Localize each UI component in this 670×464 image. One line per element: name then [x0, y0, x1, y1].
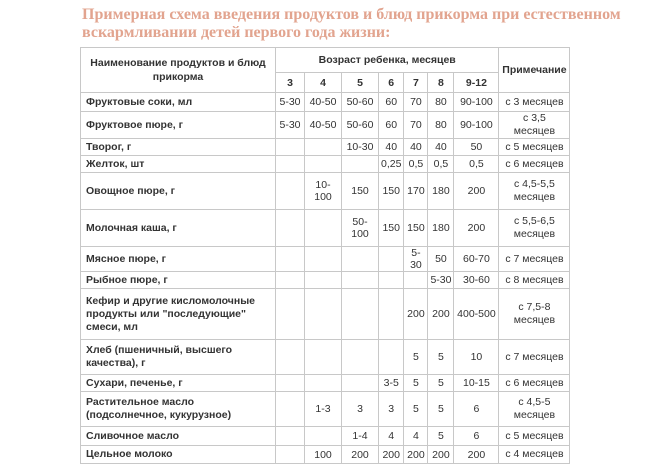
- amount-cell: 200: [454, 210, 499, 247]
- amount-cell: 60: [379, 112, 404, 139]
- page-title: Примерная схема введения продуктов и блюд прикорма при естественном вскармливании детей первого года жизни:: [82, 6, 621, 41]
- product-name-cell: Желток, шт: [81, 156, 276, 173]
- amount-cell: 5-30: [404, 247, 428, 272]
- note-cell: с 6 месяцев: [499, 375, 570, 392]
- amount-cell: 6: [454, 427, 499, 446]
- amount-cell: [305, 340, 342, 375]
- amount-cell: [305, 210, 342, 247]
- amount-cell: [305, 156, 342, 173]
- note-cell: с 5 месяцев: [499, 139, 570, 156]
- amount-cell: 5: [428, 427, 454, 446]
- table-row: [81, 340, 570, 375]
- amount-cell: 1-4: [342, 427, 379, 446]
- amount-cell: 200: [379, 446, 404, 464]
- amount-cell: 5-30: [428, 272, 454, 289]
- amount-cell: 0,5: [428, 156, 454, 173]
- amount-cell: [276, 156, 305, 173]
- amount-cell: 180: [428, 173, 454, 210]
- note-cell: с 5,5-6,5 месяцев: [499, 210, 570, 247]
- amount-cell: 0,25: [379, 156, 404, 173]
- header-month: 5: [342, 73, 379, 93]
- header-month: 3: [276, 73, 305, 93]
- amount-cell: [276, 139, 305, 156]
- amount-cell: [276, 446, 305, 464]
- note-cell: с 7,5-8 месяцев: [499, 289, 570, 340]
- header-month: 4: [305, 73, 342, 93]
- feeding-schedule-table: [80, 47, 570, 464]
- amount-cell: 50-60: [342, 112, 379, 139]
- amount-cell: 5: [428, 392, 454, 427]
- amount-cell: [379, 289, 404, 340]
- table-row: [81, 210, 570, 247]
- product-name-cell: Фруктовое пюре, г: [81, 112, 276, 139]
- amount-cell: [276, 392, 305, 427]
- table-row: [81, 272, 570, 289]
- note-cell: с 5 месяцев: [499, 427, 570, 446]
- amount-cell: 200: [454, 446, 499, 464]
- table-row: [81, 139, 570, 156]
- table-row: [81, 112, 570, 139]
- header-note: Примечание: [499, 48, 570, 93]
- amount-cell: 150: [404, 210, 428, 247]
- table-row: [81, 392, 570, 427]
- amount-cell: 50: [428, 247, 454, 272]
- note-cell: с 6 месяцев: [499, 156, 570, 173]
- amount-cell: [276, 289, 305, 340]
- amount-cell: 70: [404, 93, 428, 112]
- amount-cell: 90-100: [454, 112, 499, 139]
- product-name-cell: Молочная каша, г: [81, 210, 276, 247]
- amount-cell: [342, 340, 379, 375]
- amount-cell: 80: [428, 112, 454, 139]
- amount-cell: 4: [404, 427, 428, 446]
- header-month: 9-12: [454, 73, 499, 93]
- amount-cell: [342, 247, 379, 272]
- amount-cell: 200: [428, 446, 454, 464]
- table-row: [81, 446, 570, 464]
- amount-cell: [342, 375, 379, 392]
- table-body: [81, 93, 570, 464]
- amount-cell: [379, 247, 404, 272]
- amount-cell: 5: [404, 375, 428, 392]
- table-row: [81, 289, 570, 340]
- amount-cell: [404, 272, 428, 289]
- note-cell: с 8 месяцев: [499, 272, 570, 289]
- amount-cell: 60-70: [454, 247, 499, 272]
- header-row-top: [81, 48, 570, 73]
- note-cell: с 4 месяцев: [499, 446, 570, 464]
- amount-cell: [342, 156, 379, 173]
- amount-cell: [305, 375, 342, 392]
- amount-cell: [379, 340, 404, 375]
- note-cell: с 4,5-5,5 месяцев: [499, 173, 570, 210]
- amount-cell: 90-100: [454, 93, 499, 112]
- amount-cell: [342, 272, 379, 289]
- amount-cell: [276, 375, 305, 392]
- product-name-cell: Рыбное пюре, г: [81, 272, 276, 289]
- amount-cell: 1-3: [305, 392, 342, 427]
- amount-cell: [276, 272, 305, 289]
- amount-cell: [305, 427, 342, 446]
- amount-cell: 3: [379, 392, 404, 427]
- amount-cell: 150: [379, 210, 404, 247]
- amount-cell: [276, 210, 305, 247]
- amount-cell: 0,5: [454, 156, 499, 173]
- product-name-cell: Овощное пюре, г: [81, 173, 276, 210]
- amount-cell: 10-30: [342, 139, 379, 156]
- table-row: [81, 173, 570, 210]
- table-row: [81, 247, 570, 272]
- amount-cell: 5: [428, 340, 454, 375]
- amount-cell: [276, 340, 305, 375]
- amount-cell: 30-60: [454, 272, 499, 289]
- amount-cell: [305, 139, 342, 156]
- amount-cell: 200: [404, 289, 428, 340]
- note-cell: с 4,5-5 месяцев: [499, 392, 570, 427]
- amount-cell: 100: [305, 446, 342, 464]
- product-name-cell: Цельное молоко: [81, 446, 276, 464]
- note-cell: с 3 месяцев: [499, 93, 570, 112]
- amount-cell: 150: [342, 173, 379, 210]
- amount-cell: [305, 272, 342, 289]
- amount-cell: 50-60: [342, 93, 379, 112]
- amount-cell: 5: [404, 340, 428, 375]
- amount-cell: [276, 427, 305, 446]
- amount-cell: [342, 289, 379, 340]
- amount-cell: 5-30: [276, 112, 305, 139]
- header-month: 6: [379, 73, 404, 93]
- amount-cell: 3-5: [379, 375, 404, 392]
- amount-cell: [276, 247, 305, 272]
- amount-cell: 180: [428, 210, 454, 247]
- amount-cell: 200: [342, 446, 379, 464]
- amount-cell: 3: [342, 392, 379, 427]
- amount-cell: 50-100: [342, 210, 379, 247]
- amount-cell: 10-15: [454, 375, 499, 392]
- amount-cell: 10: [454, 340, 499, 375]
- amount-cell: 200: [428, 289, 454, 340]
- header-month: 8: [428, 73, 454, 93]
- amount-cell: [276, 173, 305, 210]
- header-product-name: Наименование продуктов и блюд прикорма: [81, 48, 276, 93]
- product-name-cell: Мясное пюре, г: [81, 247, 276, 272]
- note-cell: с 7 месяцев: [499, 340, 570, 375]
- amount-cell: 150: [379, 173, 404, 210]
- header-month: 7: [404, 73, 428, 93]
- amount-cell: [379, 272, 404, 289]
- product-name-cell: Кефир и другие кисломолочные продукты или "последующие" смеси, мл: [81, 289, 276, 340]
- amount-cell: 6: [454, 392, 499, 427]
- product-name-cell: Сливочное масло: [81, 427, 276, 446]
- amount-cell: 0,5: [404, 156, 428, 173]
- amount-cell: 40: [379, 139, 404, 156]
- table-row: [81, 156, 570, 173]
- table-row: [81, 427, 570, 446]
- amount-cell: 170: [404, 173, 428, 210]
- amount-cell: 400-500: [454, 289, 499, 340]
- amount-cell: 5: [404, 392, 428, 427]
- product-name-cell: Сухари, печенье, г: [81, 375, 276, 392]
- amount-cell: 5-30: [276, 93, 305, 112]
- amount-cell: 4: [379, 427, 404, 446]
- amount-cell: 40-50: [305, 112, 342, 139]
- amount-cell: 40: [428, 139, 454, 156]
- amount-cell: 200: [454, 173, 499, 210]
- amount-cell: 40-50: [305, 93, 342, 112]
- note-cell: с 3,5 месяцев: [499, 112, 570, 139]
- product-name-cell: Растительное масло (подсолнечное, кукурузное): [81, 392, 276, 427]
- table-row: [81, 375, 570, 392]
- amount-cell: 70: [404, 112, 428, 139]
- note-cell: с 7 месяцев: [499, 247, 570, 272]
- amount-cell: 40: [404, 139, 428, 156]
- amount-cell: 5: [428, 375, 454, 392]
- amount-cell: 200: [404, 446, 428, 464]
- product-name-cell: Творог, г: [81, 139, 276, 156]
- feeding-schedule-table-container: [80, 47, 570, 464]
- amount-cell: 10-100: [305, 173, 342, 210]
- product-name-cell: Хлеб (пшеничный, высшего качества), г: [81, 340, 276, 375]
- header-age: Возраст ребенка, месяцев: [276, 48, 499, 73]
- table-row: [81, 93, 570, 112]
- product-name-cell: Фруктовые соки, мл: [81, 93, 276, 112]
- amount-cell: 80: [428, 93, 454, 112]
- amount-cell: [305, 247, 342, 272]
- amount-cell: [305, 289, 342, 340]
- amount-cell: 50: [454, 139, 499, 156]
- amount-cell: 60: [379, 93, 404, 112]
